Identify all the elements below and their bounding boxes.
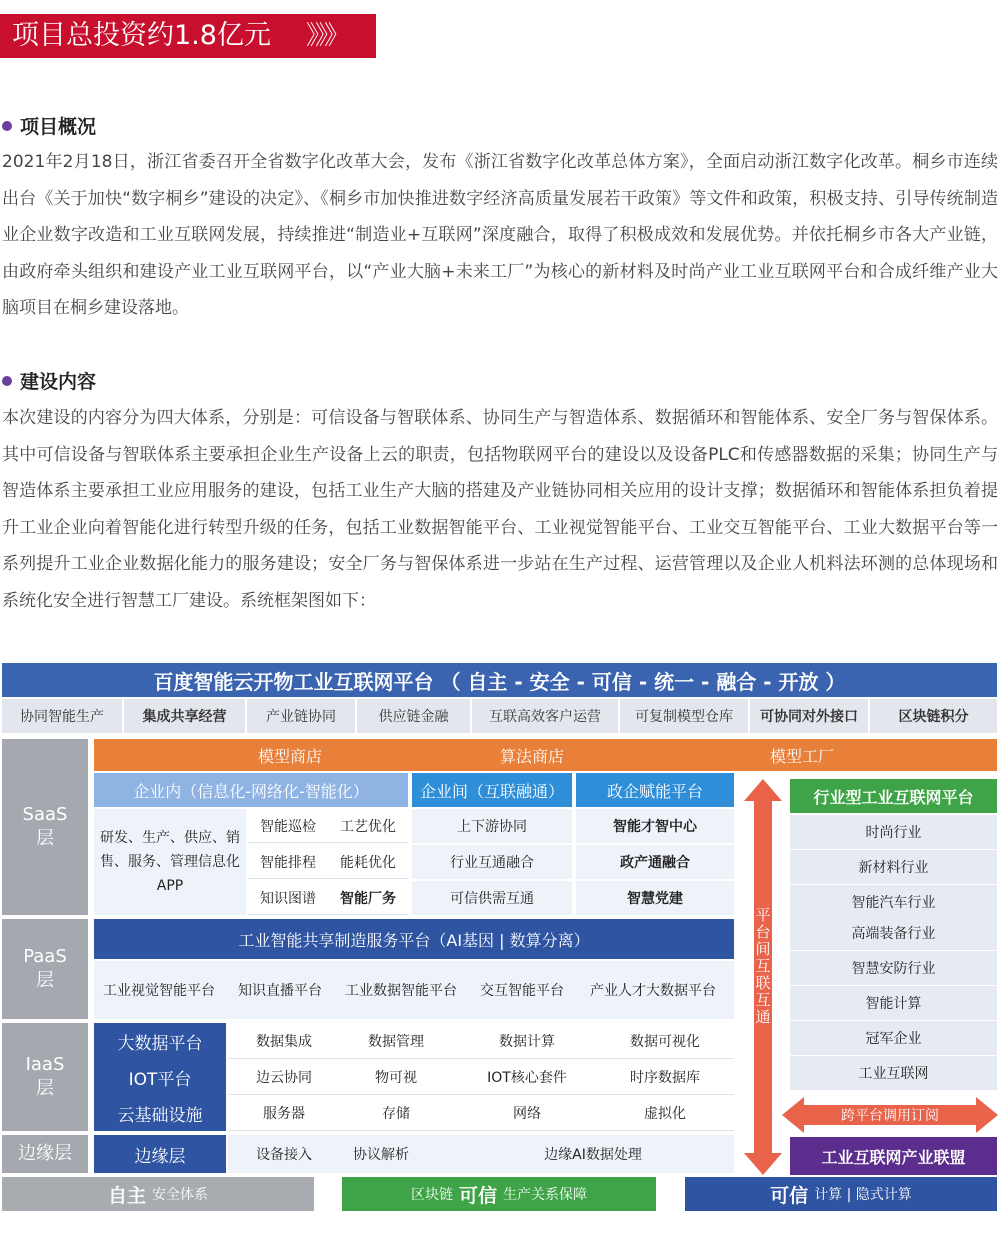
iaas-item: 数据计算 — [499, 1034, 555, 1050]
paas-item: 工业数据智能平台 — [345, 983, 457, 999]
platform-title: 百度智能云开物工业互联网平台 （ 自主 - 安全 - 可信 - 统一 - 融合 - 开放 ） — [2, 663, 997, 697]
enterprise-app: 研发、生产、供应、销售、服务、管理信息化APP — [94, 809, 246, 915]
section-heading-text: 建设内容 — [20, 371, 97, 393]
edge-item: 设备接入 — [256, 1147, 312, 1163]
iaas-label: 云基础设施 — [117, 1105, 203, 1126]
feature-item: 集成共享经营 — [124, 699, 247, 733]
chevrons-right-icon: 》》》 — [306, 21, 347, 51]
iaas-item: 时序数据库 — [630, 1070, 700, 1086]
paas-item: 工业视觉智能平台 — [103, 983, 215, 999]
gov-item: 智慧党建 — [576, 881, 734, 915]
iaas-item: 边云协同 — [256, 1070, 312, 1086]
iaas-item: 数据集成 — [256, 1034, 312, 1050]
feature-item: 互联高效客户运营 — [472, 699, 620, 733]
gov-item: 政产通融合 — [576, 845, 734, 879]
edge-item: 边缘AI数据处理 — [544, 1147, 642, 1163]
paas-title: 工业智能共享制造服务平台（AI基因 | 数算分离） — [94, 919, 734, 959]
enterprise-item: 工艺优化 — [328, 809, 408, 843]
section-heading-overview — [2, 112, 96, 139]
paas-item: 交互智能平台 — [480, 983, 564, 999]
iaas-item: 存储 — [382, 1106, 410, 1122]
feature-item: 协同智能生产 — [2, 699, 124, 733]
iaas-item: 数据管理 — [368, 1034, 424, 1050]
enterprise-item: 智能排程 — [248, 845, 328, 879]
iaas-item: IOT核心套件 — [487, 1070, 567, 1086]
industry-item: 时尚行业 — [790, 815, 997, 849]
enterprise-item: 智能厂务 — [328, 881, 408, 915]
feature-item: 区块链积分 — [898, 709, 969, 725]
interop-label: 平台间互联互通 — [753, 906, 772, 1026]
bullet-dot-icon — [2, 121, 12, 131]
iaas-item: 网络 — [513, 1106, 541, 1122]
industry-item: 智能计算 — [790, 986, 997, 1020]
model-factory: 模型工厂 — [769, 746, 834, 766]
bottom-small-text: 生产关系保障 — [503, 1187, 587, 1203]
inter-item: 可信供需互通 — [412, 881, 572, 915]
paas-item: 知识直播平台 — [238, 983, 322, 999]
bottom-pre-text: 区块链 — [410, 1187, 453, 1203]
edge-label: 边缘层 — [94, 1135, 226, 1173]
iaas-item: 服务器 — [263, 1106, 305, 1122]
gov-item: 智能才智中心 — [576, 809, 734, 843]
edge-item: 协议解析 — [353, 1147, 409, 1163]
bottom-small-text: 安全体系 — [152, 1187, 208, 1203]
paas-item: 产业人才大数据平台 — [590, 983, 716, 999]
iaas-label: IOT平台 — [128, 1069, 192, 1090]
section-heading-construction — [2, 367, 96, 394]
feature-row — [2, 699, 997, 733]
enterprise-internal-title: 企业内（信息化-网络化-智能化） — [94, 773, 408, 807]
bottom-bar-trusted — [685, 1177, 997, 1211]
enterprise-item: 知识图谱 — [248, 881, 328, 915]
industry-item: 冠军企业 — [790, 1021, 997, 1055]
feature-item: 产业链协同 — [247, 699, 357, 733]
construction-paragraph: 本次建设的内容分为四大体系，分别是：可信设备与智联体系、协同生产与智造体系、数据循环和智能体系、安全厂务与智保体系。其中可信设备与智联体系主要承担企业生产设备上云的职责，包括物联网平台的建设以及设备PLC和传感器数据的采集；协同生产与智造体系主要承担工业应用服务的建设，包括工业生产大脑的搭建及产业链协同相关应用的设计支撑；数据循环和智能体系担负着提升工业企业向着智能化进行转型升级的任务，包括工业数据智能平台、工业视觉智能平台、工业交互智能平台、工业大数据平台等一系列提升工业企业数据化能力的服务建设；安全厂务与智保体系进一步站在生产过程、运营管理以及企业人机料法环测的总体现场和系统化安全进行智慧工厂建设。系统框架图如下： — [2, 408, 998, 611]
bottom-big-text: 可信 — [770, 1184, 809, 1207]
industry-item: 智慧安防行业 — [790, 951, 997, 985]
banner-title: 项目总投资约1.8亿元 — [12, 20, 271, 51]
iaas-item: 虚拟化 — [644, 1106, 686, 1122]
inter-item: 行业互通融合 — [412, 845, 572, 879]
bottom-bar-autonomy — [2, 1177, 314, 1211]
algorithm-store: 算法商店 — [499, 746, 564, 766]
industry-item: 工业互联网 — [790, 1056, 997, 1090]
enterprise-item: 智能巡检 — [248, 809, 328, 843]
bottom-big-text: 自主 — [107, 1184, 146, 1207]
feature-item: 供应链金融 — [357, 699, 472, 733]
system-architecture-diagram — [0, 661, 1000, 1242]
layer-paas: PaaS 层 — [2, 919, 88, 1019]
inter-enterprise-title: 企业间（互联融通） — [412, 773, 572, 807]
enterprise-item: 能耗优化 — [328, 845, 408, 879]
iaas-item: 数据可视化 — [630, 1034, 700, 1050]
alliance-box: 工业互联网产业联盟 — [790, 1137, 997, 1175]
investment-banner — [0, 14, 376, 58]
model-store: 模型商店 — [257, 746, 322, 766]
gov-platform-title: 政企赋能平台 — [576, 773, 734, 807]
section-heading-text: 项目概况 — [20, 116, 97, 138]
bullet-dot-icon — [2, 376, 12, 386]
industry-item: 高端装备行业 — [790, 916, 997, 950]
industry-platform-title: 行业型工业互联网平台 — [790, 779, 997, 813]
layer-iaas: IaaS 层 — [2, 1023, 88, 1131]
cross-platform-label: 跨平台调用订阅 — [841, 1108, 939, 1124]
inter-item: 上下游协同 — [412, 809, 572, 843]
iaas-label: 大数据平台 — [117, 1033, 203, 1054]
bottom-small-text: 计算 | 隐式计算 — [814, 1187, 912, 1203]
overview-paragraph: 2021年2月18日，浙江省委召开全省数字化改革大会，发布《浙江省数字化改革总体方案》，全面启动浙江数字化改革。桐乡市连续出台《关于加快“数字桐乡”建设的决定》、《桐乡市加快推进数字经济高质量发展若干政策》等文件和政策，积极支持、引导传统制造业企业数字改造和工业互联网发展，持续推进“制造业+互联网”深度融合，取得了积极成效和发展优势。并依托桐乡市各大产业链，由政府牵头组织和建设产业工业互联网平台，以“产业大脑+未来工厂”为核心的新材料及时尚产业工业互联网平台和合成纤维产业大脑项目在桐乡建设落地。 — [2, 152, 998, 318]
bottom-bar-blockchain — [342, 1177, 656, 1211]
industry-item: 智能汽车行业 — [790, 885, 997, 919]
bottom-big-text: 可信 — [458, 1184, 497, 1207]
layer-saas: SaaS 层 — [2, 739, 88, 915]
layer-edge: 边缘层 — [2, 1135, 88, 1173]
iaas-item: 物可视 — [375, 1070, 417, 1086]
feature-item: 可协同对外接口 — [750, 699, 870, 733]
feature-item: 可复制模型仓库 — [620, 699, 750, 733]
industry-item: 新材料行业 — [790, 850, 997, 884]
